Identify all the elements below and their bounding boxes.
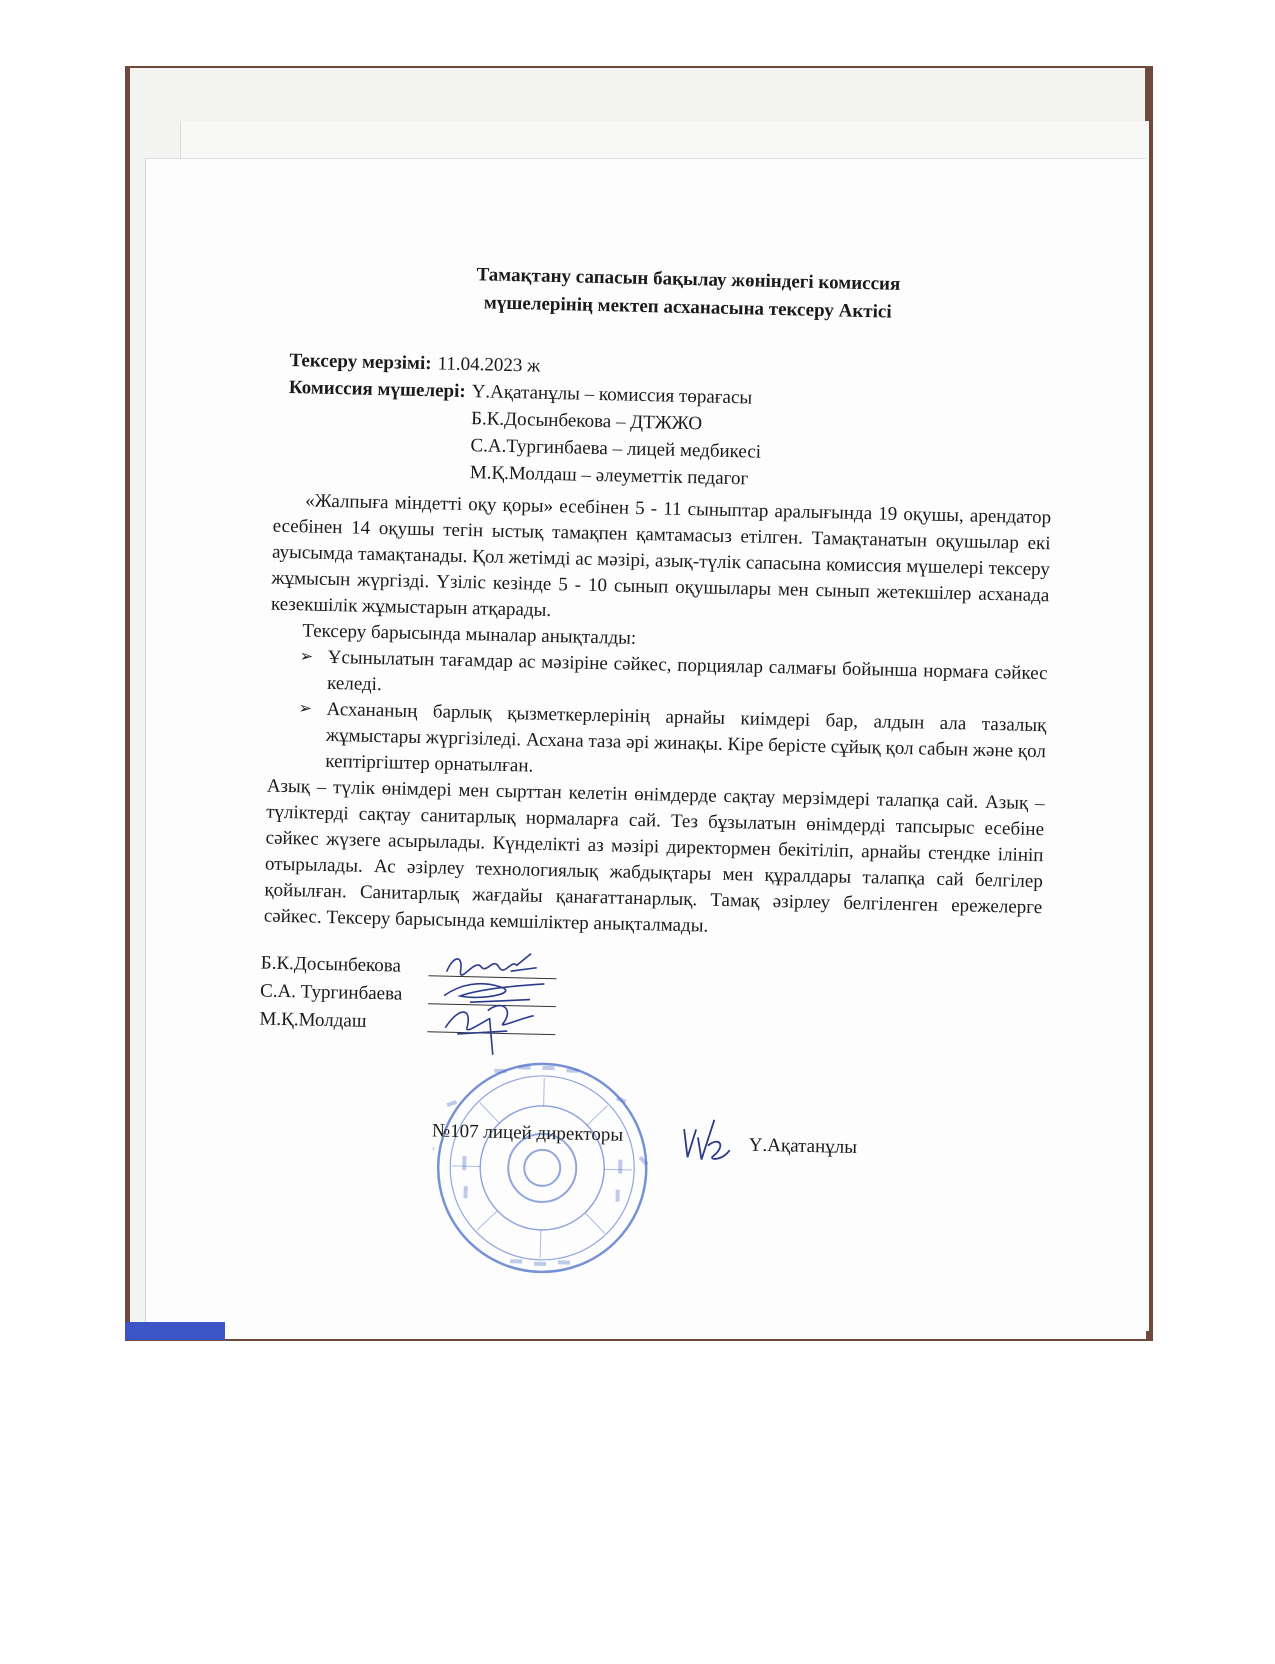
title-line-1: Тамақтану сапасын бақылау жөніндегі комиссия — [476, 264, 901, 295]
official-stamp-icon — [430, 1055, 655, 1280]
finding-text: Ұсынылатын тағамдар ас мәзіріне сәйкес, порциялар салмағы бойынша нормаға сәйкес келеді. — [326, 646, 1048, 696]
finding-item — [298, 697, 1047, 791]
signatory-name: Б.К.Досынбекова — [260, 952, 402, 977]
paragraph-intro: «Жалпыға міндетті оқу қоры» есебінен 5 - 11 сыныптар аралығында 19 оқушы, арендатор есебінен 14 оқушы тегін ыстық тамақпен қамтамасыз етілген. Тамақтанатын оқушылар екі ауысымда тамақтанады. Қол жетімді ас мәзірі, азық-түлік сапасына комиссия мүшелері тексеру жұмысын жүргізді. Үзіліс кезінде 5 - 10 сынып оқушылары мен сынып жетекшілер асханада кезекшілік жұмыстарын атқарады. — [270, 490, 1052, 621]
arrow-bullet-icon: ➢ — [299, 648, 314, 666]
member-item: С.А.Тургинбаева – лицей медбикесі — [470, 435, 762, 463]
inspection-meta — [287, 347, 990, 498]
members-list — [470, 378, 763, 493]
signatures-block — [259, 949, 581, 1040]
findings-intro: Тексеру барысында мыналар анықталды: — [302, 620, 637, 649]
date-label: Тексеру мерзімі: — [289, 349, 432, 375]
findings-list — [267, 644, 1048, 792]
members-label: Комиссия мүшелері: — [288, 376, 466, 402]
document-title — [288, 257, 1089, 331]
date-value: 11.04.2023 ж — [437, 353, 541, 377]
signature-scribble-icon — [437, 988, 549, 1060]
signature-row — [259, 1005, 580, 1040]
document-body — [264, 488, 1052, 948]
director-name: Ү.Ақатанұлы — [748, 1134, 858, 1159]
director-signature-icon — [673, 1109, 734, 1170]
finding-text: Асхананың барлық қызметкерлерінің арнайы киімдері бар, алдын ала тазалық жұмыстары жүргізіледі. Асхана таза әрі жинақы. Кіре берісте сұйық қол сабын және қол кептіргіштер орнатылған. — [325, 698, 1047, 777]
member-item: Ү.Ақатанұлы – комиссия төрағасы — [471, 381, 753, 409]
paragraph-conclusion: Азық – түлік өнімдері мен сырттан келетін өнімдерде сақтау мерзімдері талапқа сай. Азық – түліктерді сақтау санитарлық нормаларға сай. Тез бұзылатын өнімдерді тапсырыс есебіне сәйкес жүзеге асырылады. Күнделікті аз мәзірі директормен бекітіліп, арнайы стендке ілініп отырылады. Ас әзірлеу технологиялық жабдықтары мен құралдары талапқа сай белгілер қойылған. Санитарлық жағдайы қанағаттанарлық. Тамақ әзірлеу белгіленген ережелерге сәйкес. Тексеру барысында кемшіліктер анықталмады. — [263, 775, 1045, 937]
signatory-name: С.А. Тургинбаева — [259, 980, 403, 1005]
signatory-name: М.Қ.Молдаш — [259, 1008, 367, 1032]
member-item: Б.К.Досынбекова – ДТЖЖО — [470, 408, 703, 435]
title-line-2: мүшелерінің мектеп асханасына тексеру Актісі — [483, 292, 892, 323]
director-label: №107 лицей директоры — [431, 1120, 624, 1146]
arrow-bullet-icon: ➢ — [298, 700, 313, 718]
member-item: М.Қ.Молдаш – әлеуметтік педагог — [469, 462, 749, 490]
members-row — [287, 374, 989, 498]
